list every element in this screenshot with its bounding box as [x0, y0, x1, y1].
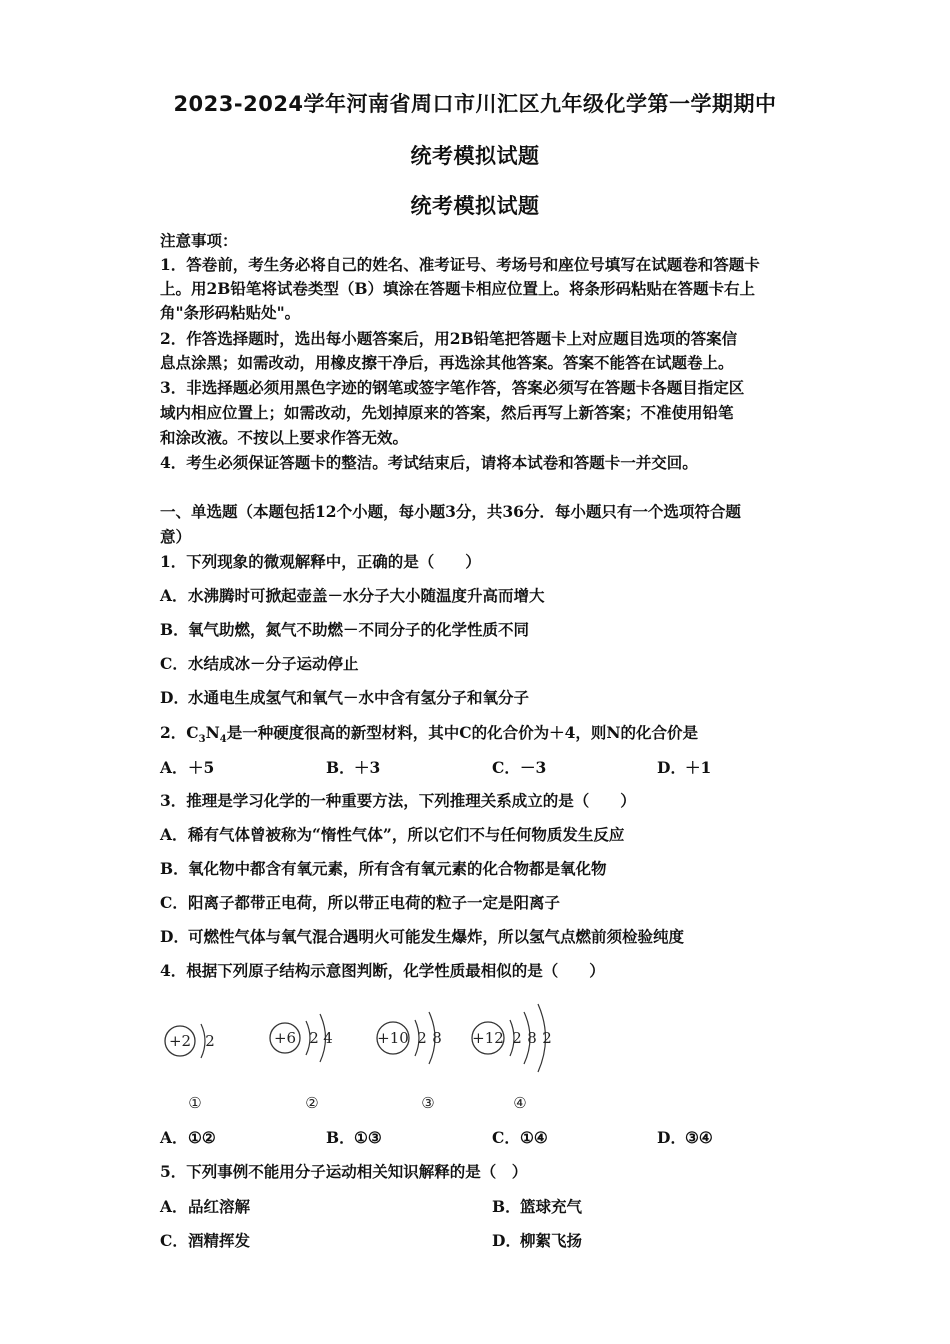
page-subtitle: 统考模拟试题: [410, 144, 540, 168]
option-text: 水结成冰－分子运动停止: [188, 654, 359, 673]
option-key: D．: [492, 1231, 521, 1250]
atom-4: [472, 1004, 552, 1112]
option-key: A．: [160, 758, 188, 777]
q2-formula-sub: 4: [219, 734, 227, 746]
q4-option-a: [160, 1126, 216, 1148]
notice-line: 息点涂黑；如需改动，用橡皮擦干净后，再选涂其他答案。答案不能答在试题卷上。: [160, 353, 734, 372]
shell-electrons: 2: [205, 1032, 215, 1050]
q2-formula-n: N: [205, 723, 220, 742]
shell-electrons: 4: [323, 1029, 333, 1047]
page-title: 2023-2024学年河南省周口市川汇区九年级化学第一学期期中: [173, 92, 777, 116]
option-key: B．: [326, 758, 355, 777]
option-text: 品红溶解: [188, 1197, 251, 1216]
shell-electrons: 2: [512, 1029, 522, 1047]
question-4-stem: 4．根据下列原子结构示意图判断，化学性质最相似的是（ ）: [160, 961, 605, 980]
q2-option-c: [492, 756, 546, 778]
atom-diagram-svg: [160, 988, 560, 1116]
notice-line: 域内相应位置上；如需改动，先划掉原来的答案，然后再写上新答案；不准使用铅笔: [160, 403, 734, 422]
option-text: ＋5: [188, 758, 215, 777]
nucleus-charge: +12: [472, 1029, 504, 1047]
q2-option-d: [657, 756, 711, 778]
notice-line: 1．答卷前，考生务必将自己的姓名、准考证号、考场号和座位号填写在试题卷和答题卡: [160, 255, 760, 274]
option-key: A．: [160, 1128, 188, 1147]
option-text: ①②: [188, 1128, 216, 1147]
option-key: C．: [492, 758, 520, 777]
q3-option-a: [160, 823, 624, 845]
q2-option-b: [326, 756, 380, 778]
q4-option-b: [326, 1126, 382, 1148]
q4-option-d: [657, 1126, 713, 1148]
question-2-stem: [160, 721, 800, 745]
section-heading: 一、单选题（本题包括12个小题，每小题3分，共36分．每小题只有一个选项符合题: [160, 502, 741, 521]
option-text: ＋3: [354, 758, 381, 777]
option-text: 水通电生成氢气和氧气－水中含有氢分子和氧分子: [188, 688, 530, 707]
q5-option-d: [492, 1229, 582, 1251]
shell-electrons: 2: [542, 1029, 552, 1047]
option-key: B．: [492, 1197, 521, 1216]
option-key: A．: [160, 586, 188, 605]
q3-option-c: [160, 891, 560, 913]
q3-option-b: [160, 857, 607, 879]
atom-structure-diagrams: [160, 988, 560, 1116]
option-text: 稀有气体曾被称为“惰性气体”，所以它们不与任何物质发生反应: [188, 825, 625, 844]
atom-label: ②: [305, 1094, 319, 1112]
q2-option-a: [160, 756, 214, 778]
option-text: 酒精挥发: [188, 1231, 251, 1250]
shell-electrons: 2: [417, 1029, 427, 1047]
atom-2: [270, 1014, 333, 1112]
notice-line: 4．考生必须保证答题卡的整洁。考试结束后，请将本试卷和答题卡一并交回。: [160, 453, 698, 472]
q5-option-a: [160, 1195, 250, 1217]
section-heading-cont: 意）: [160, 527, 192, 546]
option-key: C．: [160, 1231, 188, 1250]
option-key: C．: [492, 1128, 520, 1147]
option-key: D．: [160, 927, 189, 946]
shell-electrons: 2: [309, 1029, 319, 1047]
option-text: 水沸腾时可掀起壶盖－水分子大小随温度升高而增大: [188, 586, 545, 605]
nucleus-charge: +10: [377, 1029, 409, 1047]
nucleus-charge: +6: [273, 1029, 297, 1047]
atom-1: [165, 1024, 215, 1112]
q1-option-b: [160, 618, 529, 640]
option-text: ③④: [685, 1128, 713, 1147]
option-key: D．: [160, 688, 189, 707]
q2-formula-sub: 3: [198, 734, 206, 746]
atom-label: ④: [513, 1094, 527, 1112]
option-key: C．: [160, 893, 188, 912]
notice-heading: 注意事项：: [160, 231, 238, 250]
option-key: B．: [160, 620, 189, 639]
q2-formula-c: C: [186, 723, 199, 742]
notice-line: 2．作答选择题时，选出每小题答案后，用2B铅笔把答题卡上对应题目选项的答案信: [160, 329, 738, 348]
page-subtitle-repeat: 统考模拟试题: [410, 194, 540, 218]
option-text: ①④: [520, 1128, 548, 1147]
option-key: A．: [160, 1197, 188, 1216]
q1-option-c: [160, 652, 359, 674]
nucleus-charge: +2: [168, 1032, 192, 1050]
q2-stem-text: 是一种硬度很高的新型材料，其中C的化合价为＋4，则N的化合价是: [226, 723, 699, 742]
notice-line: 角"条形码粘贴处"。: [160, 303, 301, 322]
question-1-stem: 1．下列现象的微观解释中，正确的是（ ）: [160, 552, 481, 571]
option-text: 篮球充气: [520, 1197, 583, 1216]
q5-option-c: [160, 1229, 250, 1251]
option-key: B．: [160, 859, 189, 878]
question-5-stem: 5．下列事例不能用分子运动相关知识解释的是（ ）: [160, 1162, 528, 1181]
notice-line: 上。用2B铅笔将试卷类型（B）填涂在答题卡相应位置上。将条形码粘贴在答题卡右上: [160, 279, 755, 298]
option-text: 氧气助燃，氮气不助燃－不同分子的化学性质不同: [188, 620, 530, 639]
shell-electrons: 8: [527, 1029, 537, 1047]
option-key: C．: [160, 654, 188, 673]
option-text: －3: [520, 758, 547, 777]
atom-label: ①: [188, 1094, 202, 1112]
q4-option-c: [492, 1126, 548, 1148]
q3-option-d: [160, 925, 684, 947]
q2-number: 2．: [160, 723, 187, 742]
atom-3: [377, 1012, 442, 1112]
option-text: 柳絮飞扬: [520, 1231, 583, 1250]
option-text: ＋1: [685, 758, 712, 777]
option-key: D．: [657, 1128, 686, 1147]
option-text: 可燃性气体与氧气混合遇明火可能发生爆炸，所以氢气点燃前须检验纯度: [188, 927, 685, 946]
shell-electrons: 8: [432, 1029, 442, 1047]
q5-option-b: [492, 1195, 582, 1217]
option-key: D．: [657, 758, 686, 777]
atom-label: ③: [421, 1094, 435, 1112]
option-text: ①③: [354, 1128, 382, 1147]
q1-option-a: [160, 584, 545, 606]
option-text: 阳离子都带正电荷，所以带正电荷的粒子一定是阳离子: [188, 893, 561, 912]
q1-option-d: [160, 686, 529, 708]
notice-line: 3．非选择题必须用黑色字迹的钢笔或签字笔作答，答案必须写在答题卡各题目指定区: [160, 378, 745, 397]
question-3-stem: 3．推理是学习化学的一种重要方法，下列推理关系成立的是（ ）: [160, 791, 636, 810]
option-key: A．: [160, 825, 188, 844]
option-text: 氧化物中都含有氧元素，所有含有氧元素的化合物都是氧化物: [188, 859, 607, 878]
option-key: B．: [326, 1128, 355, 1147]
notice-line: 和涂改液。不按以上要求作答无效。: [160, 428, 409, 447]
